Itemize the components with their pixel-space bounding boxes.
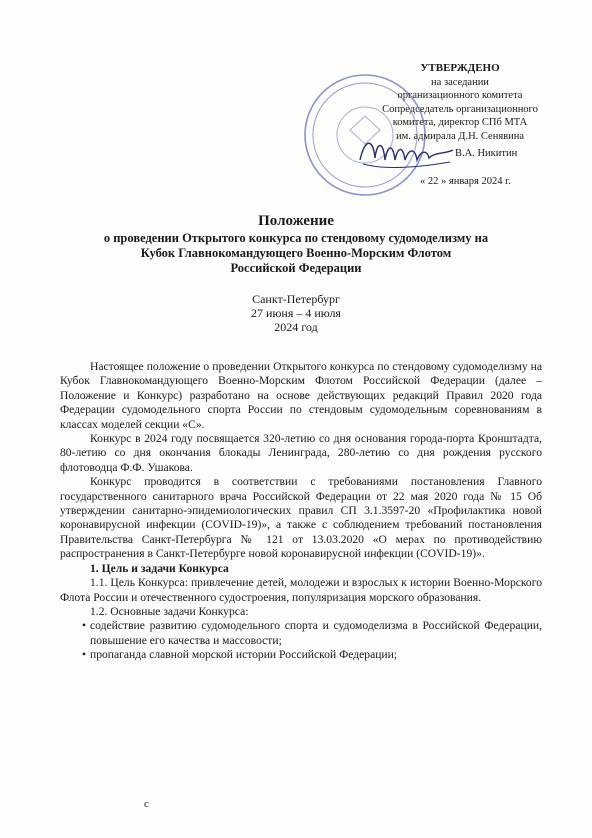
paragraph: Настоящее положение о проведении Открытого конкурса по стендовому судомоделизму на Кубок Главнокомандующего Военно-Морским Флотом Российской Федерации (далее – Положение и Конкурс) разработано на основе действующих редакций Правил 2020 года Федерации судомодельного спорта России по стендовым судомодельным соревнованиям в классах моделей секции «С». [60,360,542,431]
approval-block [355,62,565,143]
bullet-item [60,648,542,662]
approval-line: им. адмирала Д.Н. Сенявина [395,130,525,142]
city: Санкт-Петербург [252,292,340,306]
stray-mark: с [144,798,149,810]
section-heading: 1. Цель и задачи Конкурса [90,561,229,575]
title-subtitle-line: Кубок Главнокомандующего Военно-Морским Флотом [140,246,452,260]
paragraph: Конкурс в 2024 году посвящается 320-летию со дня основания города-порта Кронштадта, 80-летию со дня окончания блокады Ленинграда, 280-летию со дня рождения русского флотоводца Ф.Ф. Ушакова. [60,432,542,474]
bullet-text: пропаганда славной морской истории Российской Федерации; [90,648,398,662]
bullet-text: содействие развитию судомодельного спорта и судомоделизма в Российской Федерации, повышение его качества и массовости; [90,619,542,647]
approval-line: Сопредседатель организационного [382,103,538,115]
signer-name: В.А. Никитин [455,148,518,159]
bullet-icon: • [82,648,87,662]
bullet-icon: • [82,619,87,633]
approval-line: на заседании [431,76,489,88]
svg-text:· · · · · · · · · · · · · · ·: · · · · · · · · · · · · · · · · · · · · · · [308,78,378,136]
approval-line: организационного комитета [397,90,523,101]
approval-line: комитета, директор СПб МТА [392,117,528,128]
year: 2024 год [274,320,318,334]
dates: 27 июня – 4 июля [251,306,341,320]
title-subtitle-line: Российской Федерации [230,261,362,275]
title-main: Положение [258,213,334,229]
place-and-dates [50,292,542,334]
document-body [60,360,542,663]
approval-heading: УТВЕРЖДЕНО [420,62,500,74]
title-subtitle-line: о проведении Открытого конкурса по стендовому судомоделизму на [103,231,489,245]
bullet-item [60,619,542,648]
approval-date: « 22 » января 2024 г. [420,176,511,187]
section-item: 1.2. Основные задачи Конкурса: [90,604,249,618]
document-title [50,212,542,276]
paragraph: Конкурс проводится в соответствии с требованиями постановления Главного государственного санитарного врача Российской Федерации от 22 мая 2020 года № 15 Об утверждении санитарно-эпидемиологических правил СП 3.1.3597-20 «Профилактика новой коронавирусной инфекции (COVID-19)», а также с соблюдением требований постановления Правительства Санкт-Петербурга № 121 от 13.03.2020 «О мерах по противодействию распространения в Санкт-Петербурге новой коронавирусной инфекции (COVID-19)». [60,475,542,561]
section-item: 1.1. Цель Конкурса: привлечение детей, молодежи и взрослых к истории Военно-Морского Флота России и отечественного судостроения, популяризация морского образования. [60,576,542,604]
